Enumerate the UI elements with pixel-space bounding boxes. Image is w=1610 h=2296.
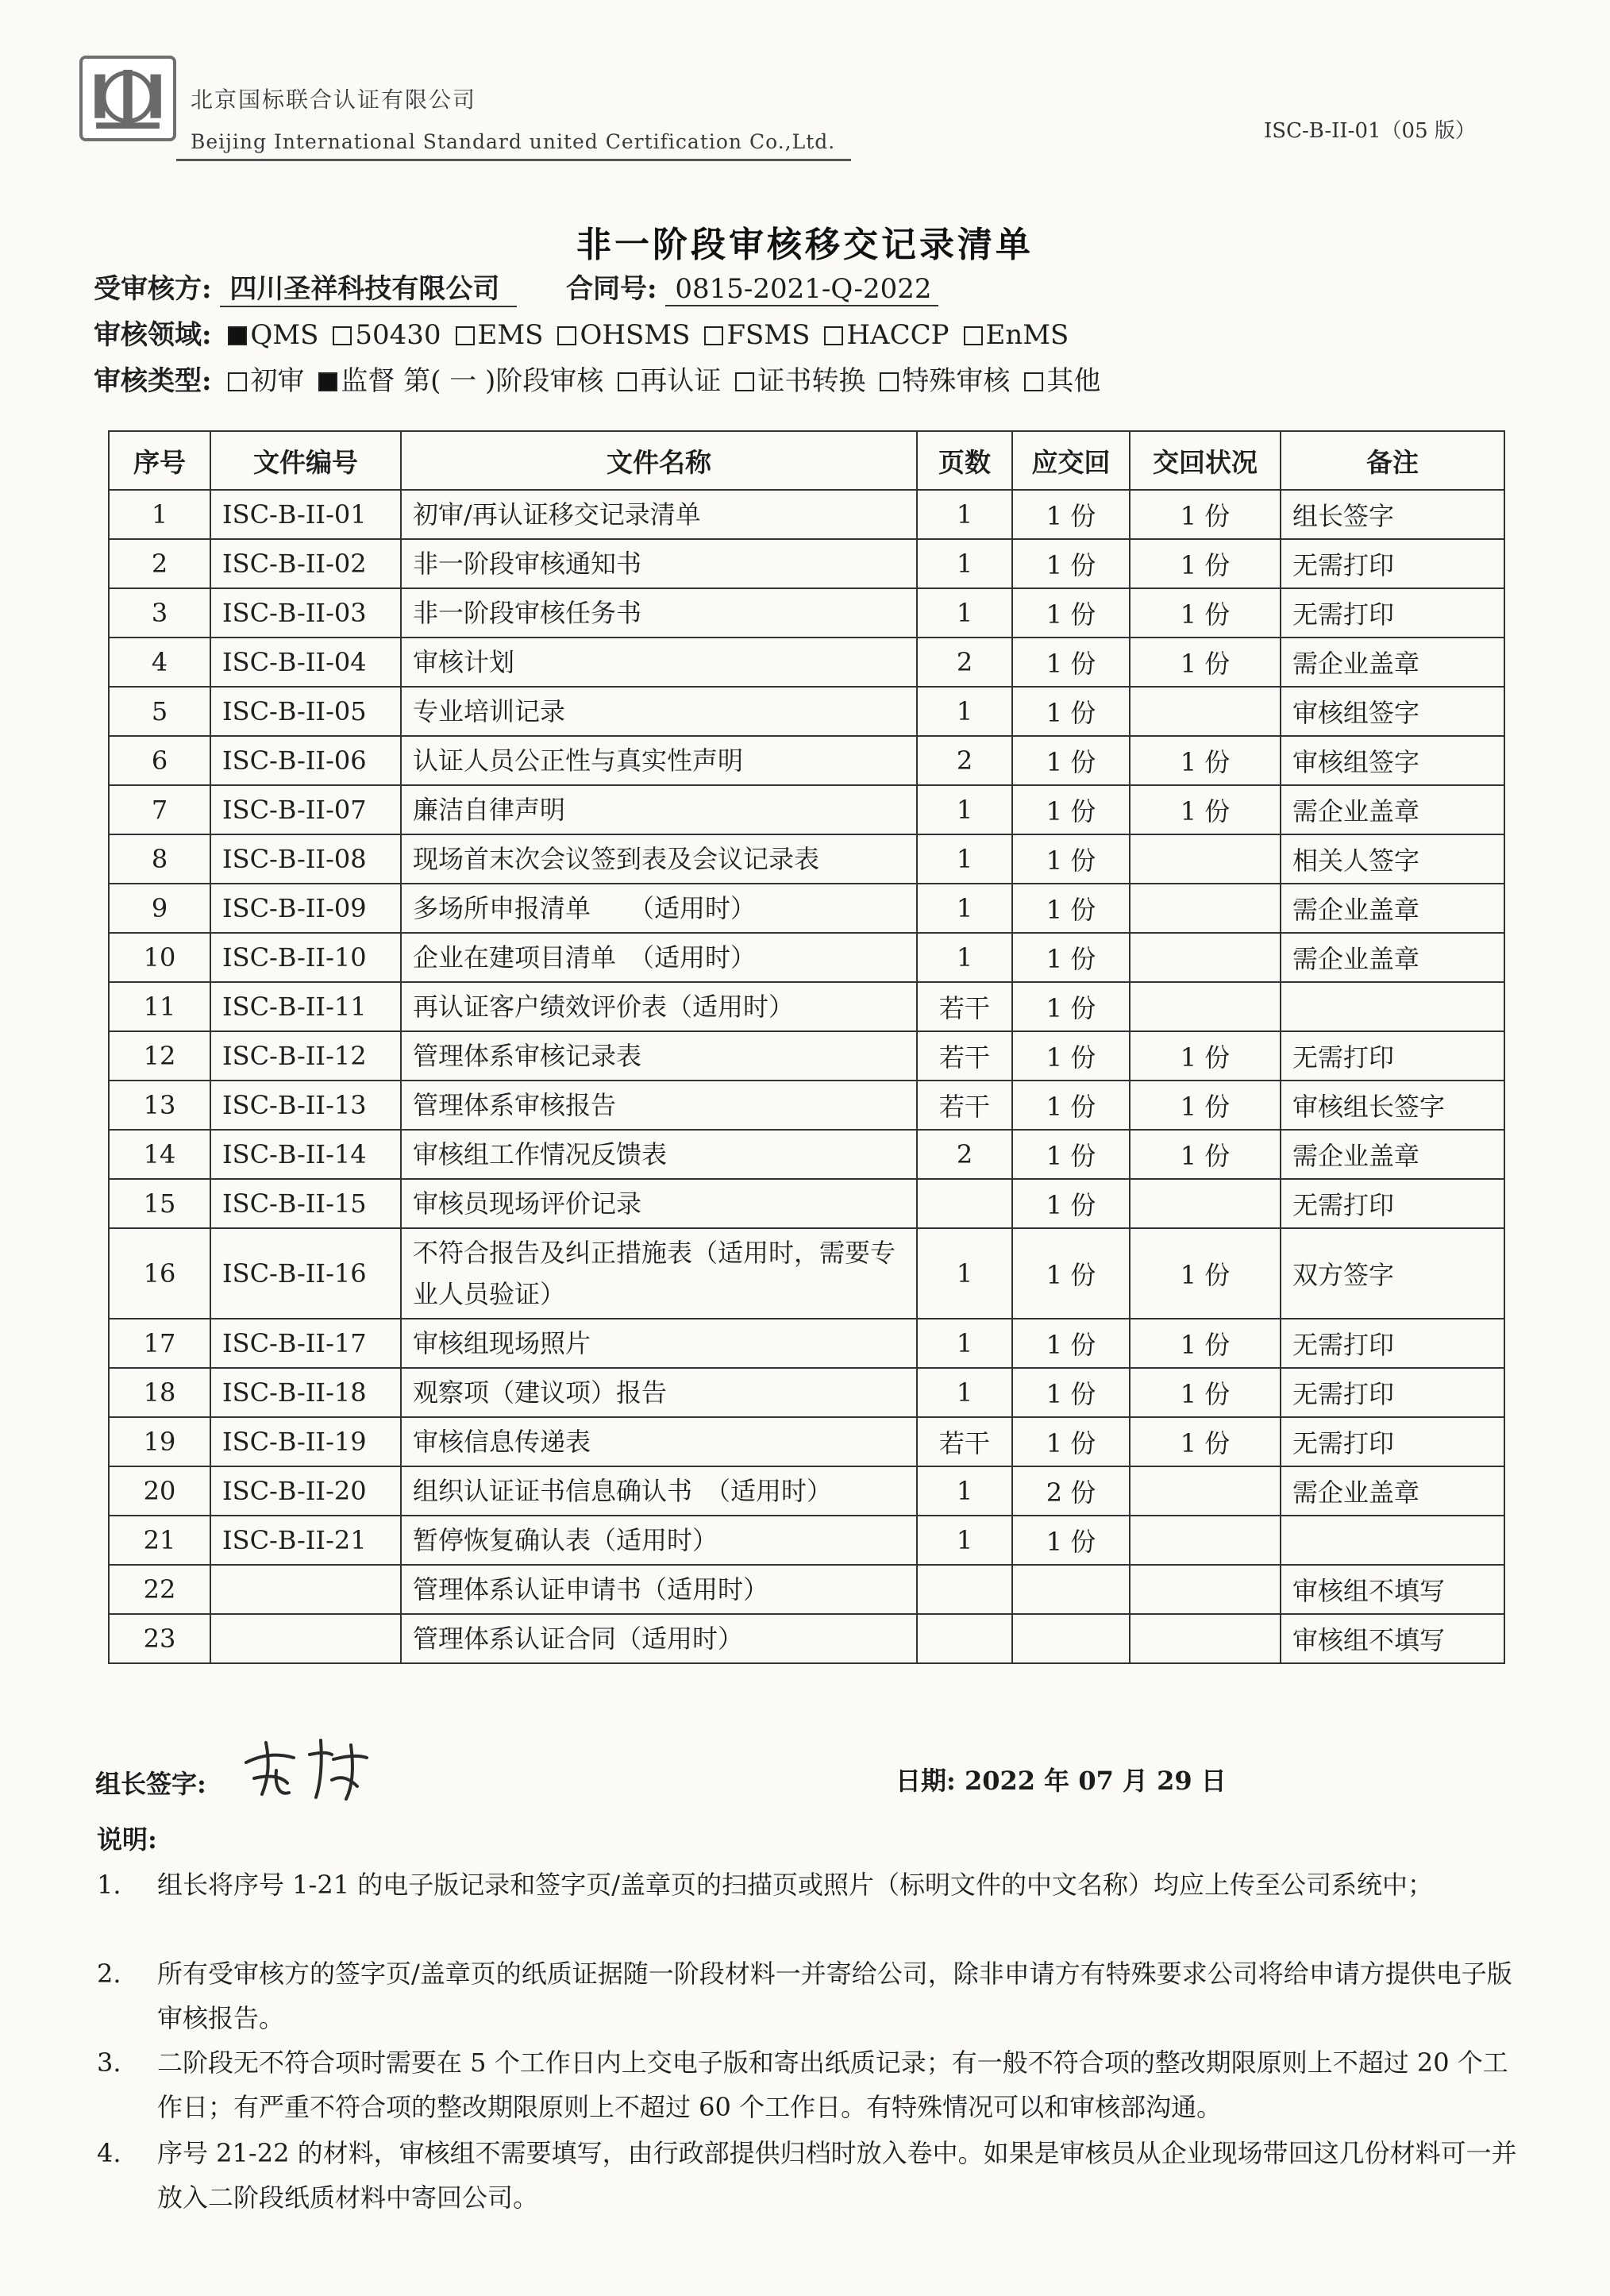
domain-checkbox-group [220,319,1069,351]
table-row [109,539,1504,588]
domain-label: 审核领域: [94,319,212,351]
type-option [304,365,603,397]
unchecked-box-icon [735,372,754,391]
type-label: 审核类型: [94,365,212,397]
returned-cell: 1 份 [1130,1228,1281,1319]
file-name-cell: 多场所申报清单 （适用时） [401,884,917,933]
file-name-cell: 管理体系认证合同（适用时） [401,1614,917,1663]
checked-box-icon [228,326,247,345]
domain-option [949,319,1069,351]
remarks-cell [1281,982,1504,1031]
returned-cell [1130,1466,1281,1516]
table-row [109,884,1504,933]
file-code-cell: ISC-B-II-06 [210,736,401,785]
file-name-cell: 观察项（建议项）报告 [401,1368,917,1417]
domain-option [543,319,690,351]
seq-cell: 13 [109,1081,210,1130]
unchecked-box-icon [880,372,899,391]
seq-cell: 8 [109,834,210,884]
unchecked-box-icon [557,326,576,345]
due-cell [1012,1614,1130,1663]
file-code-cell: ISC-B-II-20 [210,1466,401,1516]
returned-cell: 1 份 [1130,1081,1281,1130]
seq-cell: 18 [109,1368,210,1417]
pages-cell: 1 [917,1228,1012,1319]
returned-cell: 1 份 [1130,1417,1281,1466]
remarks-cell: 审核组不填写 [1281,1614,1504,1663]
file-name-cell: 非一阶段审核任务书 [401,588,917,638]
due-cell: 1 份 [1012,736,1130,785]
table-row [109,1565,1504,1614]
header-col-seq: 序号 [109,431,210,490]
remarks-cell: 审核组长签字 [1281,1081,1504,1130]
pages-cell: 若干 [917,982,1012,1031]
file-name-cell: 审核组工作情况反馈表 [401,1130,917,1179]
header-col-returned: 交回状况 [1130,431,1281,490]
file-code-cell: ISC-B-II-11 [210,982,401,1031]
file-name-cell: 审核组现场照片 [401,1319,917,1368]
file-name-cell: 暂停恢复确认表（适用时） [401,1516,917,1565]
due-cell: 1 份 [1012,785,1130,834]
due-cell: 1 份 [1012,687,1130,736]
document-title: 非一阶段审核移交记录清单 [576,225,1034,265]
company-name-en: Beijing International Standard united Certification Co.,Ltd. [191,130,836,153]
seq-cell: 11 [109,982,210,1031]
domain-option-label: EMS [477,319,544,351]
pages-cell: 1 [917,933,1012,982]
type-option-label: 初审 [250,365,305,397]
auditee-value: 四川圣祥科技有限公司 [220,267,517,307]
domain-option [441,319,544,351]
pages-cell: 1 [917,785,1012,834]
seq-cell: 2 [109,539,210,588]
remarks-cell: 相关人签字 [1281,834,1504,884]
note-number: 4. [97,2138,121,2168]
type-option-label: 监督 第( 一 )阶段审核 [341,365,604,397]
returned-cell: 1 份 [1130,1368,1281,1417]
remarks-cell: 需企业盖章 [1281,933,1504,982]
table-row [109,736,1504,785]
header-divider [176,159,851,161]
due-cell: 1 份 [1012,490,1130,539]
returned-cell: 1 份 [1130,1031,1281,1081]
returned-cell [1130,884,1281,933]
file-code-cell: ISC-B-II-15 [210,1179,401,1228]
file-name-cell: 组织认证证书信息确认书 （适用时） [401,1466,917,1516]
returned-cell [1130,1516,1281,1565]
file-name-cell: 廉洁自律声明 [401,785,917,834]
note-number: 3. [97,2048,121,2078]
note-text: 组长将序号 1-21 的电子版记录和签字页/盖章页的扫描页或照片（标明文件的中文名称）均应上传至公司系统中； [157,1870,1434,1900]
file-code-cell: ISC-B-II-17 [210,1319,401,1368]
note-item [97,2040,1526,2129]
due-cell: 1 份 [1012,884,1130,933]
auditee-line [94,267,938,307]
note-item [97,2131,1526,2220]
seq-cell: 7 [109,785,210,834]
file-code-cell: ISC-B-II-07 [210,785,401,834]
returned-cell [1130,982,1281,1031]
remarks-cell: 无需打印 [1281,1368,1504,1417]
seq-cell: 21 [109,1516,210,1565]
seq-cell: 23 [109,1614,210,1663]
pages-cell: 1 [917,539,1012,588]
returned-cell: 1 份 [1130,490,1281,539]
pages-cell: 1 [917,490,1012,539]
handwritten-signature [238,1731,373,1802]
table-row [109,638,1504,687]
file-code-cell: ISC-B-II-18 [210,1368,401,1417]
seq-cell: 12 [109,1031,210,1081]
table-row [109,785,1504,834]
remarks-cell: 无需打印 [1281,1031,1504,1081]
due-cell: 1 份 [1012,982,1130,1031]
file-name-cell: 不符合报告及纠正措施表（适用时，需要专业人员验证） [401,1228,917,1319]
type-option [603,365,721,397]
pages-cell: 若干 [917,1031,1012,1081]
file-code-cell: ISC-B-II-02 [210,539,401,588]
table-row [109,1130,1504,1179]
due-cell [1012,1565,1130,1614]
handover-record-table [108,430,1505,1664]
type-option-label: 特殊审核 [902,365,1011,397]
remarks-cell: 双方签字 [1281,1228,1504,1319]
note-number: 2. [97,1959,121,1989]
file-name-cell: 非一阶段审核通知书 [401,539,917,588]
type-option-label: 证书转换 [757,365,866,397]
domain-option [220,319,318,351]
domain-option-label: QMS [250,319,319,351]
seq-cell: 19 [109,1417,210,1466]
header-col-file-name: 文件名称 [401,431,917,490]
pages-cell: 若干 [917,1081,1012,1130]
remarks-cell [1281,1516,1504,1565]
file-name-cell: 管理体系认证申请书（适用时） [401,1565,917,1614]
remarks-cell: 无需打印 [1281,588,1504,638]
seq-cell: 15 [109,1179,210,1228]
table-row [109,1081,1504,1130]
table-row [109,982,1504,1031]
domain-option [318,319,441,351]
file-code-cell: ISC-B-II-19 [210,1417,401,1466]
header-col-pages: 页数 [917,431,1012,490]
file-code-cell: ISC-B-II-04 [210,638,401,687]
file-code-cell: ISC-B-II-21 [210,1516,401,1565]
contract-value: 0815-2021-Q-2022 [665,273,938,306]
unchecked-box-icon [964,326,983,345]
domain-option-label: OHSMS [580,319,691,351]
file-name-cell: 审核员现场评价记录 [401,1179,917,1228]
remarks-cell: 需企业盖章 [1281,785,1504,834]
remarks-cell: 无需打印 [1281,1179,1504,1228]
file-code-cell: ISC-B-II-03 [210,588,401,638]
domain-option [810,319,949,351]
audit-domain-line [94,313,1069,352]
file-name-cell: 审核计划 [401,638,917,687]
type-option-label: 再认证 [640,365,722,397]
contract-label: 合同号: [566,273,657,305]
table-row [109,1228,1504,1319]
unchecked-box-icon [618,372,637,391]
due-cell: 1 份 [1012,1081,1130,1130]
file-name-cell: 初审/再认证移交记录清单 [401,490,917,539]
note-item [97,1863,1526,1907]
type-option [220,365,304,397]
seq-cell: 9 [109,884,210,933]
pages-cell: 1 [917,884,1012,933]
due-cell: 1 份 [1012,638,1130,687]
unchecked-box-icon [824,326,843,345]
pages-cell [917,1179,1012,1228]
file-name-cell: 认证人员公正性与真实性声明 [401,736,917,785]
returned-cell: 1 份 [1130,539,1281,588]
pages-cell [917,1614,1012,1663]
file-name-cell: 审核信息传递表 [401,1417,917,1466]
returned-cell [1130,1179,1281,1228]
returned-cell [1130,834,1281,884]
pages-cell: 2 [917,1130,1012,1179]
file-name-cell: 现场首末次会议签到表及会议记录表 [401,834,917,884]
remarks-cell: 审核组签字 [1281,687,1504,736]
returned-cell: 1 份 [1130,1130,1281,1179]
remarks-cell: 需企业盖章 [1281,1130,1504,1179]
returned-cell: 1 份 [1130,588,1281,638]
returned-cell [1130,687,1281,736]
due-cell: 1 份 [1012,1031,1130,1081]
header-col-remarks: 备注 [1281,431,1504,490]
pages-cell: 1 [917,687,1012,736]
file-code-cell [210,1614,401,1663]
file-code-cell: ISC-B-II-09 [210,884,401,933]
due-cell: 1 份 [1012,1516,1130,1565]
domain-option [690,319,810,351]
file-name-cell: 再认证客户绩效评价表（适用时） [401,982,917,1031]
unchecked-box-icon [333,326,352,345]
file-code-cell: ISC-B-II-14 [210,1130,401,1179]
returned-cell [1130,1614,1281,1663]
returned-cell [1130,1565,1281,1614]
file-name-cell: 企业在建项目清单 （适用时） [401,933,917,982]
returned-cell [1130,933,1281,982]
unchecked-box-icon [456,326,475,345]
due-cell: 1 份 [1012,1417,1130,1466]
pages-cell: 1 [917,1368,1012,1417]
pages-cell: 若干 [917,1417,1012,1466]
seq-cell: 1 [109,490,210,539]
header-col-due: 应交回 [1012,431,1130,490]
unchecked-box-icon [704,326,723,345]
pages-cell: 1 [917,1466,1012,1516]
type-option [721,365,865,397]
note-text: 序号 21-22 的材料，审核组不需要填写，由行政部提供归档时放入卷中。如果是审核员从企业现场带回这几份材料可一并放入二阶段纸质材料中寄回公司。 [157,2138,1517,2213]
notes-title: 说明: [97,1824,157,1855]
due-cell: 1 份 [1012,539,1130,588]
seq-cell: 4 [109,638,210,687]
domain-option-label: EnMS [985,319,1069,351]
note-item [97,1951,1526,2040]
due-cell: 1 份 [1012,1319,1130,1368]
date-line [896,1761,1227,1797]
remarks-cell: 组长签字 [1281,490,1504,539]
table-row [109,490,1504,539]
remarks-cell: 无需打印 [1281,539,1504,588]
seq-cell: 20 [109,1466,210,1516]
unchecked-box-icon [228,372,247,391]
table-row [109,687,1504,736]
file-code-cell: ISC-B-II-05 [210,687,401,736]
due-cell: 1 份 [1012,588,1130,638]
type-checkbox-group [220,365,1100,397]
seq-cell: 14 [109,1130,210,1179]
seq-cell: 5 [109,687,210,736]
file-code-cell: ISC-B-II-01 [210,490,401,539]
remarks-cell: 审核组签字 [1281,736,1504,785]
seq-cell: 17 [109,1319,210,1368]
checked-box-icon [318,372,337,391]
due-cell: 1 份 [1012,1130,1130,1179]
returned-cell: 1 份 [1130,785,1281,834]
note-text: 所有受审核方的签字页/盖章页的纸质证据随一阶段材料一并寄给公司，除非申请方有特殊要求公司将给申请方提供电子版审核报告。 [157,1959,1512,2033]
pages-cell [917,1565,1012,1614]
file-name-cell: 管理体系审核记录表 [401,1031,917,1081]
date-value: 2022 年 07 月 29 日 [964,1766,1227,1796]
remarks-cell: 需企业盖章 [1281,884,1504,933]
pages-cell: 1 [917,1516,1012,1565]
table-header-row [109,431,1504,490]
due-cell: 2 份 [1012,1466,1130,1516]
table-row [109,933,1504,982]
table-row [109,1031,1504,1081]
seq-cell: 3 [109,588,210,638]
type-option [865,365,1010,397]
file-code-cell [210,1565,401,1614]
table-row [109,1516,1504,1565]
file-code-cell: ISC-B-II-16 [210,1228,401,1319]
type-option [1010,365,1100,397]
due-cell: 1 份 [1012,834,1130,884]
table-row [109,588,1504,638]
pages-cell: 1 [917,834,1012,884]
form-code: ISC-B-II-01（05 版） [1264,119,1476,143]
remarks-cell: 审核组不填写 [1281,1565,1504,1614]
company-logo [79,56,176,141]
domain-option-label: FSMS [726,319,811,351]
table-row [109,1417,1504,1466]
file-code-cell: ISC-B-II-08 [210,834,401,884]
logo-mark-icon [83,59,173,138]
due-cell: 1 份 [1012,933,1130,982]
file-code-cell: ISC-B-II-10 [210,933,401,982]
pages-cell: 1 [917,1319,1012,1368]
domain-option-label: 50430 [355,319,441,351]
type-option-label: 其他 [1046,365,1101,397]
table-row [109,1179,1504,1228]
pages-cell: 1 [917,588,1012,638]
file-name-cell: 管理体系审核报告 [401,1081,917,1130]
table-body [109,490,1504,1663]
seq-cell: 10 [109,933,210,982]
company-name-cn: 北京国标联合认证有限公司 [191,87,477,113]
returned-cell: 1 份 [1130,638,1281,687]
remarks-cell: 无需打印 [1281,1417,1504,1466]
remarks-cell: 无需打印 [1281,1319,1504,1368]
seq-cell: 16 [109,1228,210,1319]
returned-cell: 1 份 [1130,1319,1281,1368]
table-row [109,1466,1504,1516]
pages-cell: 2 [917,736,1012,785]
note-text: 二阶段无不符合项时需要在 5 个工作日内上交电子版和寄出纸质记录；有一般不符合项的整改期限原则上不超过 20 个工作日；有严重不符合项的整改期限原则上不超过 60 个工作日。有特殊情况可以和审核部沟通。 [157,2048,1508,2122]
unchecked-box-icon [1024,372,1043,391]
table-row [109,834,1504,884]
table-row [109,1368,1504,1417]
leader-sign-label: 组长签字: [95,1769,206,1799]
table-row [109,1319,1504,1368]
seq-cell: 6 [109,736,210,785]
pages-cell: 2 [917,638,1012,687]
file-code-cell: ISC-B-II-13 [210,1081,401,1130]
header-col-file-code: 文件编号 [210,431,401,490]
note-number: 1. [97,1870,121,1900]
file-name-cell: 专业培训记录 [401,687,917,736]
file-code-cell: ISC-B-II-12 [210,1031,401,1081]
remarks-cell: 需企业盖章 [1281,1466,1504,1516]
due-cell: 1 份 [1012,1368,1130,1417]
remarks-cell: 需企业盖章 [1281,638,1504,687]
domain-option-label: HACCP [846,319,949,351]
due-cell: 1 份 [1012,1179,1130,1228]
auditee-label: 受审核方: [94,273,212,305]
table-row [109,1614,1504,1663]
due-cell: 1 份 [1012,1228,1130,1319]
returned-cell: 1 份 [1130,736,1281,785]
date-label: 日期: [896,1766,956,1796]
audit-type-line [94,359,1100,398]
seq-cell: 22 [109,1565,210,1614]
